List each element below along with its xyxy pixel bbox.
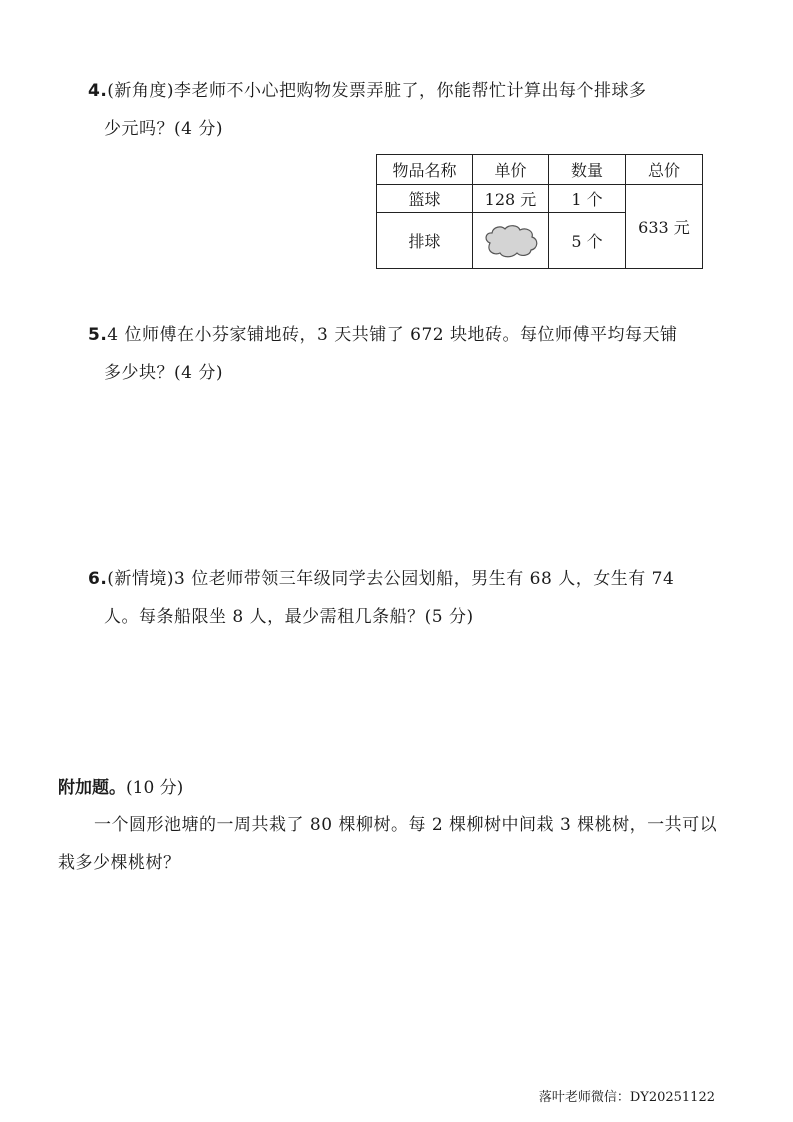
question-text-line2: 多少块？(4 分) (104, 363, 223, 383)
item-qty: 5 个 (549, 213, 626, 269)
question-5 (88, 316, 728, 392)
question-text-line2: 少元吗？(4 分) (104, 119, 223, 139)
header-qty: 数量 (549, 155, 626, 185)
item-qty: 1 个 (549, 185, 626, 213)
item-price: 128 元 (473, 185, 549, 213)
question-6 (88, 560, 728, 636)
extra-title-text: 附加题。 (58, 778, 126, 798)
question-number: 4. (88, 81, 108, 101)
extra-question-body: 一个圆形池塘的一周共栽了 80 棵柳树。每 2 棵柳树中间栽 3 棵桃树，一共可以栽多少棵桃树？ (58, 815, 718, 873)
question-number: 6. (88, 569, 108, 589)
item-name: 排球 (377, 213, 473, 269)
question-text-line1: (新情境)3 位老师带领三年级同学去公园划船，男生有 68 人，女生有 74 (107, 569, 675, 589)
cloud-stain-icon (482, 223, 540, 259)
item-name: 篮球 (377, 185, 473, 213)
item-price-stained (473, 213, 549, 269)
question-text-line2: 人。每条船限坐 8 人，最少需租几条船？(5 分) (104, 607, 474, 627)
invoice-table (376, 154, 703, 269)
question-text-line1: (新角度)李老师不小心把购物发票弄脏了，你能帮忙计算出每个排球多 (107, 81, 647, 101)
extra-question-title (58, 773, 183, 798)
extra-points: (10 分) (126, 778, 184, 798)
question-number: 5. (88, 325, 108, 345)
question-text-line1: 4 位师傅在小芬家铺地砖，3 天共铺了 672 块地砖。每位师傅平均每天铺 (107, 325, 678, 345)
total-price: 633 元 (626, 185, 703, 269)
header-name: 物品名称 (377, 155, 473, 185)
footer-contact: 落叶老师微信：DY20251122 (538, 1090, 715, 1105)
question-4 (88, 72, 728, 148)
header-total: 总价 (626, 155, 703, 185)
table-header-row (377, 155, 703, 185)
table-row (377, 185, 703, 213)
header-price: 单价 (473, 155, 549, 185)
